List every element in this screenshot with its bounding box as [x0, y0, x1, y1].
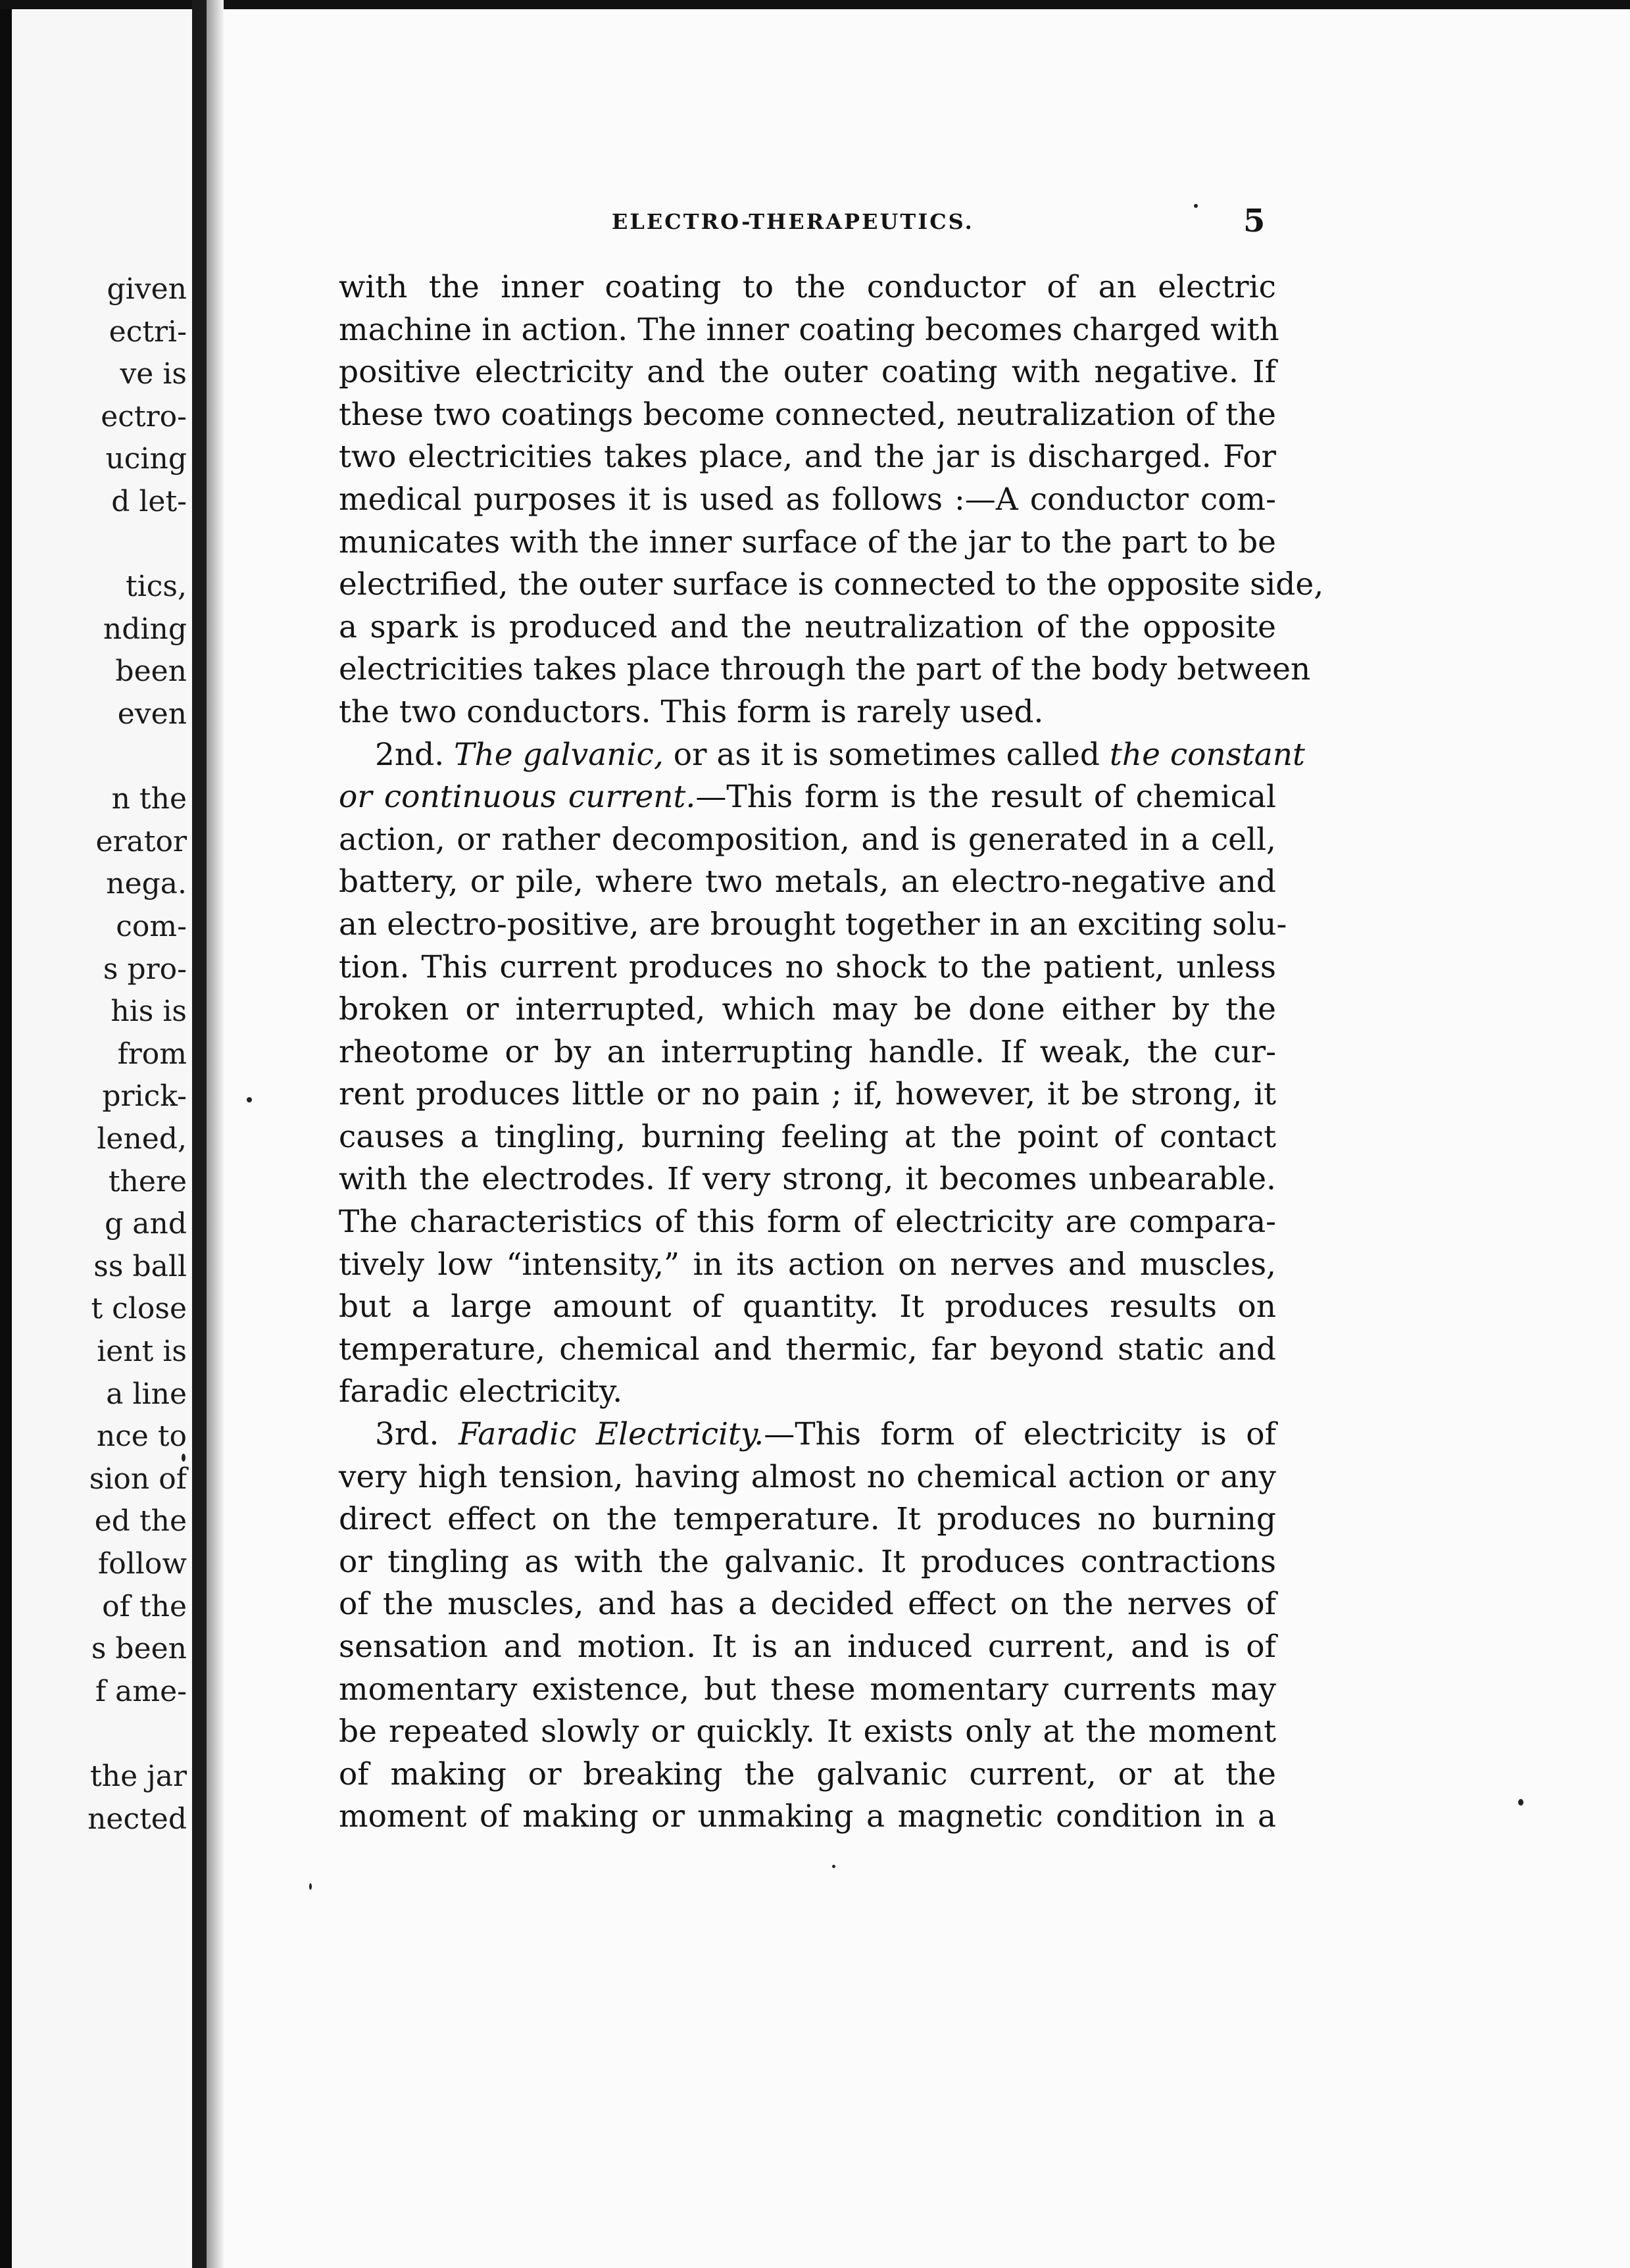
paragraph-3-rest: —This form of electricity is of — [764, 1416, 1276, 1453]
facing-page-text-fragment: the jar — [90, 1760, 187, 1793]
facing-page-text-fragment: follow — [97, 1547, 187, 1581]
text-line: municates with the inner surface of the jar to the part to be — [339, 524, 1276, 560]
text-line: a spark is produced and the neutralization of the opposite — [339, 608, 1276, 645]
paragraph-3 — [339, 1414, 1276, 1838]
facing-page-text-fragment: ed the — [94, 1504, 187, 1539]
paragraph-1 — [339, 266, 1324, 734]
text-line: an electro-positive, are brought together in an exciting solu- — [339, 906, 1287, 943]
scan-speck — [1518, 1799, 1523, 1806]
facing-page-fragment — [12, 9, 192, 2268]
paragraph-2-italic-2: the constant — [1109, 736, 1305, 773]
scan-speck — [832, 1865, 835, 1868]
facing-page-text-fragment: even — [117, 697, 187, 731]
facing-page-text-fragment: nega. — [106, 867, 187, 901]
paragraph-2-first-line — [339, 734, 1305, 777]
scan-speck — [182, 1454, 185, 1462]
facing-page-text-fragment: g and — [105, 1207, 187, 1241]
text-line: faradic electricity. — [339, 1373, 623, 1410]
text-line: of the muscles, and has a decided effect on the nerves of — [339, 1586, 1276, 1623]
facing-page-text-fragment: erator — [95, 824, 187, 858]
text-line: sensation and motion. It is an induced current, and is of — [339, 1629, 1276, 1665]
facing-page-text-fragment: there — [108, 1164, 187, 1198]
text-line: broken or interrupted, which may be done either by the — [339, 991, 1276, 1028]
facing-page-text-fragment: f ame- — [95, 1674, 187, 1708]
text-line: action, or rather decomposition, and is generated in a cell, — [339, 821, 1276, 858]
facing-page-text-fragment: nce to — [96, 1419, 187, 1454]
facing-page-text-fragment: s pro- — [103, 952, 187, 986]
facing-page-text-fragment: been — [115, 654, 187, 689]
facing-page-text-fragment: nding — [103, 612, 187, 646]
scan-border-top — [0, 0, 1630, 9]
facing-page-text-fragment: nected — [87, 1802, 187, 1836]
scan-speck — [1194, 204, 1198, 208]
facing-page-text-fragment: t close — [91, 1292, 187, 1326]
facing-page-text-fragment: ectro- — [101, 399, 187, 433]
text-line: or tingling as with the galvanic. It produces contractions — [339, 1543, 1276, 1580]
facing-page-text-fragment: ucing — [105, 442, 187, 476]
text-line: The characteristics of this form of electricity are compara- — [339, 1204, 1276, 1241]
facing-page-text-fragment: ient is — [97, 1335, 187, 1368]
paragraph-2-mid: or as it is sometimes called — [663, 736, 1110, 773]
facing-page-text-fragment: com- — [116, 910, 187, 943]
paragraph-2-lead: 2nd. — [375, 736, 445, 773]
scan-border-left — [0, 0, 12, 2268]
text-line: causes a tingling, burning feeling at the point of contact — [339, 1118, 1276, 1155]
facing-page-text-fragment: his is — [111, 995, 187, 1029]
text-line: but a large amount of quantity. It produces results on — [339, 1289, 1276, 1325]
paragraph-2-italic-1: The galvanic, — [454, 736, 664, 773]
facing-page-text-fragment: from — [117, 1037, 187, 1071]
running-title: ELECTRO-THERAPEUTICS. — [612, 209, 974, 234]
text-line: tively low “intensity,” in its action on nerves and muscles, — [339, 1246, 1276, 1283]
facing-page-text-fragment: tics, — [126, 570, 187, 604]
text-line: rent produces little or no pain ; if, however, it be strong, it — [339, 1076, 1276, 1113]
main-text — [339, 266, 1324, 1838]
paragraph-3-first-line — [339, 1414, 1276, 1456]
text-line: positive electricity and the outer coating with negative. If — [339, 354, 1276, 391]
text-line: the two conductors. This form is rarely used. — [339, 693, 1044, 730]
text-line: with the inner coating to the conductor of an electric — [339, 269, 1276, 305]
facing-page-text-fragment: a line — [106, 1377, 187, 1411]
text-line: medical purposes it is used as follows :—A conductor com- — [339, 481, 1276, 518]
text-line: battery, or pile, where two metals, an electro-negative and — [339, 864, 1276, 900]
facing-page-text-fragment: n the — [111, 782, 187, 816]
text-line: tion. This current produces no shock to the patient, unless — [339, 949, 1276, 985]
facing-page-text-fragment: lened, — [97, 1122, 187, 1156]
text-line: machine in action. The inner coating becomes charged with — [339, 311, 1279, 348]
scan-speck — [309, 1883, 312, 1890]
text-line: very high tension, having almost no chemical action or any — [339, 1458, 1276, 1495]
paragraph-3-italic: Faradic Electricity. — [458, 1416, 764, 1453]
book-spine — [192, 0, 207, 2268]
spine-shadow — [207, 0, 224, 2268]
paragraph-2-rest: —This form is the result of chemical — [695, 779, 1276, 816]
text-line: with the electrodes. If very strong, it becomes unbearable. — [339, 1161, 1276, 1198]
text-line: momentary existence, but these momentary currents may — [339, 1671, 1276, 1708]
facing-page-text-fragment: of the — [102, 1589, 187, 1623]
paragraph-2-second-line — [339, 776, 1276, 819]
facing-page-text-fragment: ve is — [120, 357, 187, 391]
facing-page-text-fragment: ss ball — [93, 1249, 187, 1283]
facing-page-text-fragment: ectri- — [109, 314, 187, 349]
text-line: direct effect on the temperature. It produces no burning — [339, 1501, 1276, 1538]
paragraph-2 — [339, 734, 1305, 1414]
text-line: these two coatings become connected, neutralization of the — [339, 396, 1276, 433]
text-line: temperature, chemical and thermic, far beyond static and — [339, 1331, 1276, 1368]
page-number: 5 — [1243, 203, 1266, 239]
facing-page-text-fragment: prick- — [102, 1079, 187, 1114]
facing-page-text-fragment: sion of — [89, 1462, 187, 1496]
paragraph-2-italic-3: or continuous current. — [339, 779, 696, 816]
scan-speck — [247, 1097, 252, 1102]
facing-page-text-fragment: d let- — [111, 485, 187, 518]
paragraph-3-lead: 3rd. — [375, 1416, 439, 1453]
text-line: of making or breaking the galvanic current, or at the — [339, 1756, 1276, 1792]
facing-page-text-fragment: given — [107, 272, 187, 306]
text-line: be repeated slowly or quickly. It exists only at the moment — [339, 1713, 1276, 1750]
text-line: electrified, the outer surface is connected to the opposite side, — [339, 566, 1324, 603]
text-line: electricities takes place through the part of the body between — [339, 651, 1311, 688]
facing-page-text-fragment: s been — [91, 1632, 187, 1666]
text-line: moment of making or unmaking a magnetic condition in a — [339, 1798, 1276, 1835]
text-line: two electricities takes place, and the jar is discharged. For — [339, 439, 1276, 476]
text-line: rheotome or by an interrupting handle. If weak, the cur- — [339, 1033, 1276, 1070]
